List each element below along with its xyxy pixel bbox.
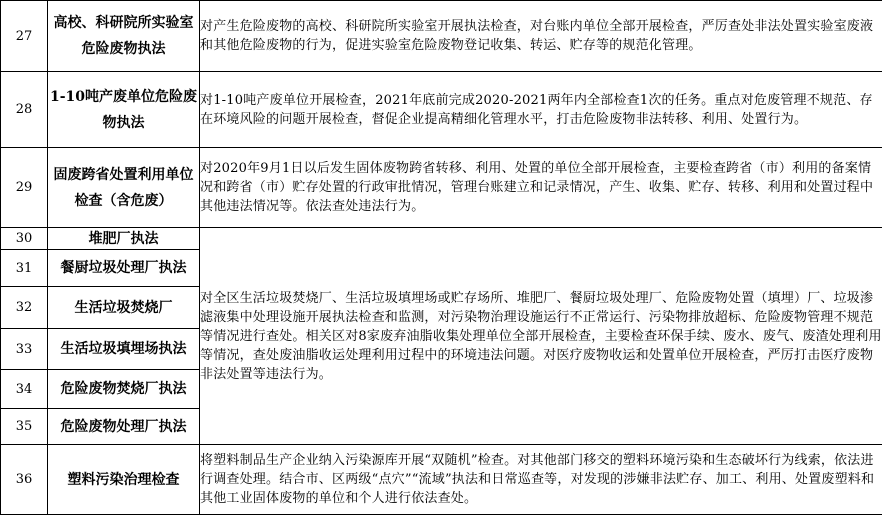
item-description: 将塑料制品生产企业纳入污染源库开展“双随机”检查。对其他部门移交的塑料环境污染和生态破坏行为线索，依法进行调查处理。结合市、区两级“点穴”“流域”执法和日常巡查等，对发现的涉嫌非法贮存、加工、利用、处置废塑料和其他工业固体废物的单位和个人进行依法查处。 [200, 445, 882, 515]
row-number: 31 [1, 250, 48, 287]
row-number: 27 [1, 1, 48, 72]
row-number: 29 [1, 148, 48, 228]
item-name: 塑料污染治理检查 [48, 445, 200, 515]
item-name: 1-10吨产废单位危险废物执法 [48, 72, 200, 148]
item-description: 对1-10吨产废单位开展检查，2021年底前完成2020-2021两年内全部检查1次的任务。重点对危废管理不规范、存在环境风险的问题开展检查，督促企业提高精细化管理水平，打击危险废物非法转移、利用、处置行为。 [200, 72, 882, 148]
table-row [1, 228, 882, 250]
item-name: 危险废物处理厂执法 [48, 409, 200, 445]
item-description: 对产生危险废物的高校、科研院所实验室开展执法检查，对台账内单位全部开展检查，严厉查处非法处置实验室废液和其他危险废物的行为，促进实验室危险废物登记收集、转运、贮存等的规范化管理。 [200, 1, 882, 72]
table-row [1, 148, 882, 228]
row-number: 35 [1, 409, 48, 445]
item-name: 生活垃圾填埋场执法 [48, 329, 200, 370]
row-number: 34 [1, 370, 48, 409]
item-description: 对2020年9月1日以后发生固体废物跨省转移、利用、处置的单位全部开展检查，主要检查跨省（市）利用的备案情况和跨省（市）贮存处置的行政审批情况，管理台账建立和记录情况，产生、收集、贮存、转移、利用和处置过程中其他违法情况等。依法查处违法行为。 [200, 148, 882, 228]
item-name: 危险废物焚烧厂执法 [48, 370, 200, 409]
item-name: 堆肥厂执法 [48, 228, 200, 250]
item-name: 餐厨垃圾处理厂执法 [48, 250, 200, 287]
item-name: 固废跨省处置利用单位检查（含危废） [48, 148, 200, 228]
table-row [1, 445, 882, 515]
row-number: 32 [1, 287, 48, 329]
row-number: 33 [1, 329, 48, 370]
item-name: 生活垃圾焚烧厂 [48, 287, 200, 329]
row-number: 30 [1, 228, 48, 250]
table-row [1, 72, 882, 148]
row-number: 36 [1, 445, 48, 515]
table-row [1, 1, 882, 72]
row-number: 28 [1, 72, 48, 148]
merged-description: 对全区生活垃圾焚烧厂、生活垃圾填埋场或贮存场所、堆肥厂、餐厨垃圾处理厂、危险废物处置（填埋）厂、垃圾渗滤液集中处理设施开展执法检查和监测，对污染物治理设施运行不正常运行、污染物排放超标、危险废物管理不规范等情况进行查处。相关区对8家废弃油脂收集处理单位全部开展检查，主要检查环保手续、废水、废气、废渣处理利用等情况，查处废油脂收运处理利用过程中的环境违法问题。对医疗废物收运和处置单位开展检查，严厉打击医疗废物非法处置等违法行为。 [200, 228, 882, 445]
item-name: 高校、科研院所实验室危险废物执法 [48, 1, 200, 72]
